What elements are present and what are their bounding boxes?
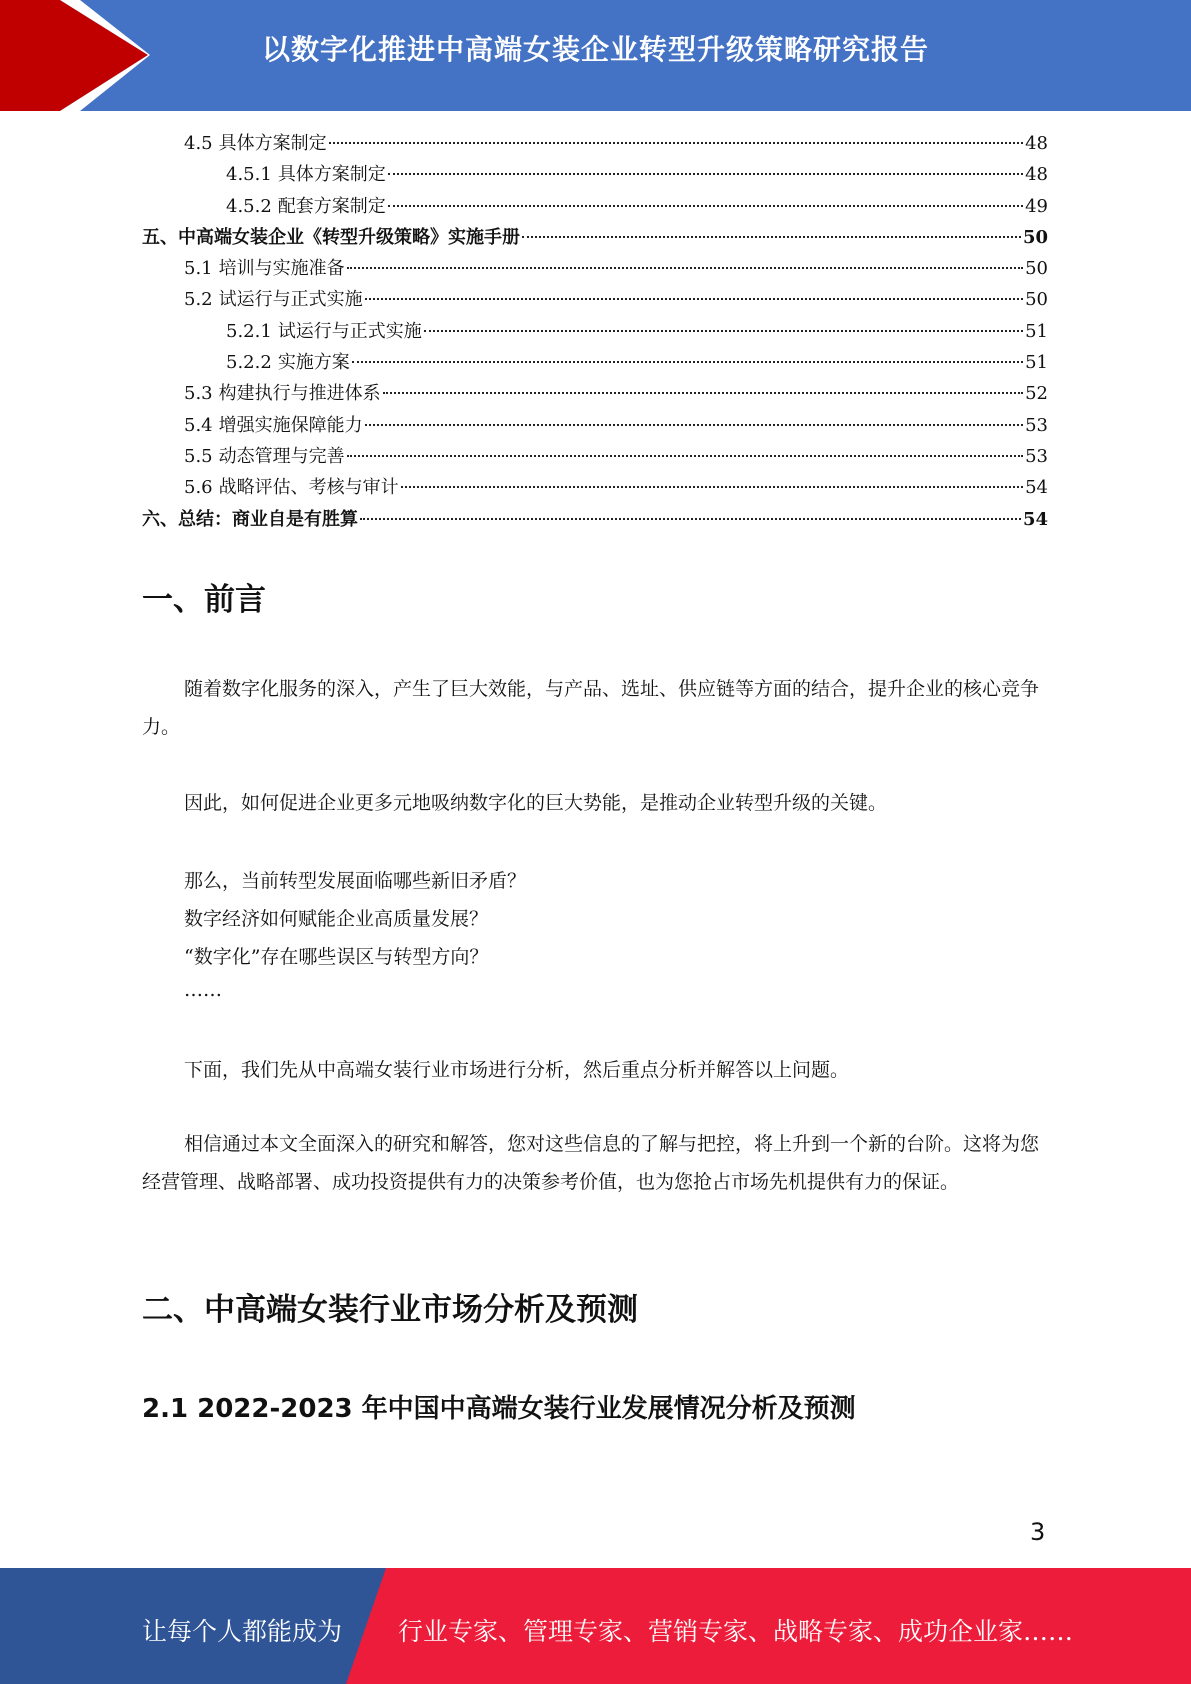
toc-entry[interactable] [142,378,1048,409]
toc-entry-title: 动态管理与完善 [218,445,345,467]
toc-entry[interactable] [142,316,1048,347]
toc-dot-leader [365,297,1023,300]
header-red-chevron [0,0,148,111]
toc-entry-page: 50 [1025,258,1048,280]
toc-entry-number: 4.5 [184,133,213,154]
toc-dot-leader [352,360,1023,363]
toc-dot-leader [360,517,1021,520]
toc-entry-title: 构建执行与推进体系 [218,383,381,405]
toc-dot-leader [388,172,1023,175]
toc-entry-number: 5.2.1 [226,320,272,342]
preface-paragraph-3 [142,1051,1048,1089]
toc-entry-number: 5.2.2 [226,352,272,374]
preface-paragraph-2-text: 因此，如何促进企业更多元地吸纳数字化的巨大势能，是推动企业转型升级的关键。 [184,792,888,814]
toc-dot-leader [329,141,1023,144]
toc-entry-title: 具体方案制定 [277,164,386,186]
toc-dot-leader [347,454,1023,457]
toc-dot-leader [401,485,1023,488]
toc-entry-title: 实施方案 [277,352,350,374]
toc-entry[interactable] [142,128,1048,159]
toc-entry-title: 配套方案制定 [277,195,386,217]
preface-paragraph-3-text: 下面，我们先从中高端女装行业市场进行分析，然后重点分析并解答以上问题。 [184,1059,850,1081]
report-title: 以数字化推进中高端女装企业转型升级策略研究报告 [262,33,930,66]
toc-entry-page: 51 [1025,320,1048,342]
toc-entry[interactable] [142,253,1048,284]
question-1: 那么，当前转型发展面临哪些新旧矛盾？ [184,870,527,892]
toc-dot-leader [388,204,1023,207]
page-footer [0,1568,1191,1684]
section-heading-market-analysis: 二、中高端女装行业市场分析及预测 [142,1292,638,1328]
toc-entry[interactable] [142,191,1048,222]
toc-entry-number: 5.1 [184,258,213,280]
page-header [0,0,1191,111]
toc-entry[interactable] [142,222,1048,253]
toc-dot-leader [522,235,1021,238]
preface-paragraph-2 [142,784,1048,822]
toc-entry-title: 战略评估、考核与审计 [218,477,399,499]
toc-entry-number: 4.5.2 [226,195,272,217]
toc-entry-title: 试运行与正式实施 [277,320,422,342]
preface-paragraph-1 [142,670,1048,746]
toc-entry-page: 50 [1022,226,1048,248]
toc-entry[interactable] [142,410,1048,441]
toc-entry-page: 48 [1025,164,1048,186]
toc-entry-page: 54 [1025,477,1048,499]
toc-entry[interactable] [142,504,1048,535]
page-number: 3 [1030,1518,1046,1546]
toc-entry-page: 50 [1025,289,1048,311]
toc-dot-leader [365,423,1023,426]
toc-entry[interactable] [142,347,1048,378]
toc-entry-title: 五、中高端女装企业《转型升级策略》实施手册 [142,226,520,248]
table-of-contents [142,128,1048,535]
toc-entry-page: 48 [1025,133,1048,154]
toc-entry[interactable] [142,159,1048,190]
toc-entry-number: 5.2 [184,289,213,311]
subsection-heading-2-1: 2.1 2022-2023 年中国中高端女装行业发展情况分析及预测 [142,1394,856,1424]
toc-entry-title: 具体方案制定 [218,133,327,154]
preface-paragraph-4 [142,1125,1048,1201]
toc-entry-number: 5.6 [184,477,213,499]
footer-slogan-right: 行业专家、管理专家、营销专家、战略专家、成功企业家…… [398,1617,1074,1646]
toc-entry[interactable] [142,441,1048,472]
toc-entry[interactable] [142,284,1048,315]
toc-entry-number: 5.3 [184,383,213,405]
ellipsis-line: …… [184,979,222,1001]
preface-paragraph-4-text: 相信通过本文全面深入的研究和解答，您对这些信息的了解与把控，将上升到一个新的台阶。这将为您经营管理、战略部署、成功投资提供有力的决策参考价值，也为您抢占市场先机提供有力的保证。 [142,1133,1040,1193]
question-3: “数字化”存在哪些误区与转型方向？ [184,946,489,968]
toc-entry-number: 4.5.1 [226,164,272,186]
toc-entry-page: 54 [1022,508,1048,530]
toc-entry[interactable] [142,472,1048,503]
toc-dot-leader [347,266,1023,269]
preface-paragraph-1-text: 随着数字化服务的深入，产生了巨大效能，与产品、选址、供应链等方面的结合，提升企业的核心竞争力。 [142,678,1040,738]
toc-entry-page: 53 [1025,414,1048,436]
toc-entry-page: 53 [1025,445,1048,467]
toc-entry-page: 52 [1025,383,1048,405]
toc-entry-title: 六、总结：商业自是有胜算 [142,508,358,530]
question-2: 数字经济如何赋能企业高质量发展？ [184,908,489,930]
toc-entry-number: 5.4 [184,414,213,436]
toc-dot-leader [383,391,1023,394]
section-heading-preface: 一、前言 [142,582,266,618]
toc-entry-number: 5.5 [184,445,213,467]
toc-entry-page: 49 [1025,195,1048,217]
toc-dot-leader [424,329,1023,332]
toc-entry-page: 51 [1025,352,1048,374]
toc-entry-title: 增强实施保障能力 [218,414,363,436]
footer-slogan-left: 让每个人都能成为 [142,1617,343,1646]
toc-entry-title: 培训与实施准备 [218,258,345,280]
toc-entry-title: 试运行与正式实施 [218,289,363,311]
